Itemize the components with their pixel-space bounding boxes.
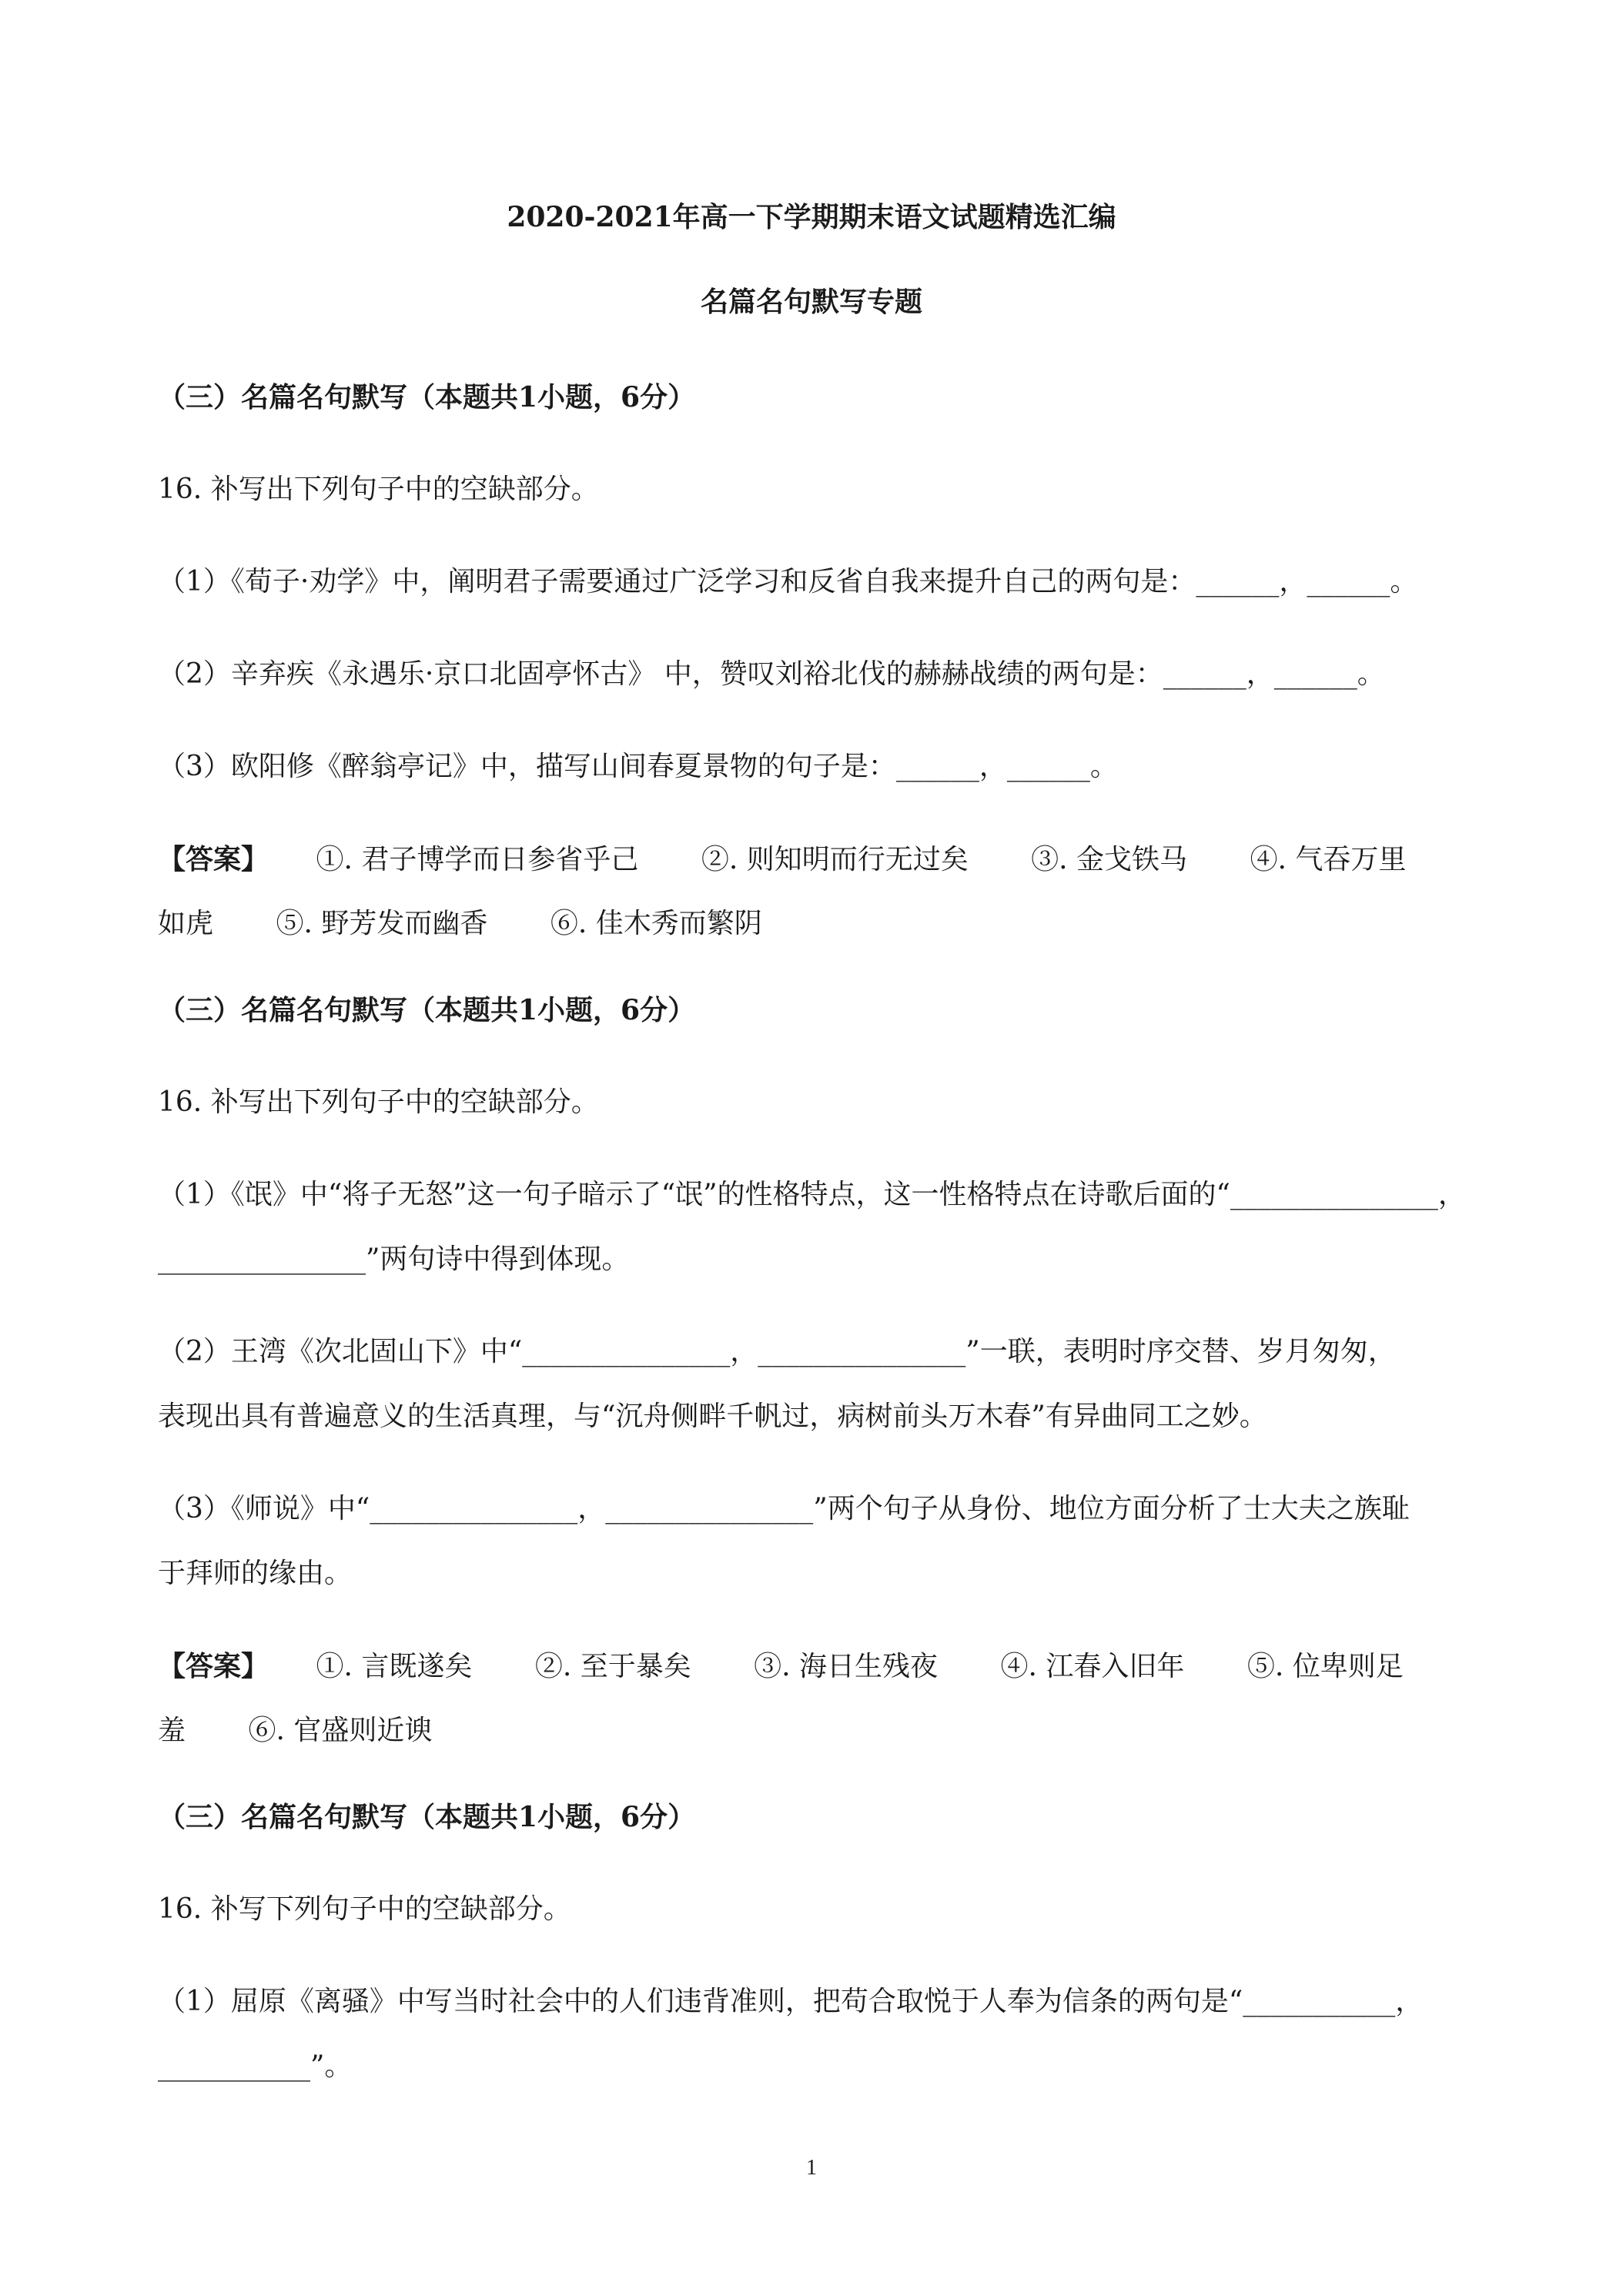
section-3-question: 16. 补写下列句子中的空缺部分。	[158, 1893, 571, 1925]
section-3-item-1-line-2: ___________”。	[158, 2050, 353, 2082]
answer-label: 【答案】	[158, 1650, 269, 1682]
answer-item: ⑥. 佳木秀而繁阴	[550, 908, 762, 939]
answer-item: ④. 江春入旧年	[1000, 1651, 1185, 1682]
section-1-item-2: （2）辛弃疾《永遇乐·京口北固亭怀古》 中，赞叹刘裕北伐的赫赫战绩的两句是：______，______。	[158, 658, 1385, 690]
answer-item: ⑥. 官盛则近谀	[248, 1715, 433, 1746]
answer-label: 【答案】	[158, 843, 269, 875]
answer-item: ⑤. 野芳发而幽香	[276, 908, 488, 939]
section-2-item-2-line-2: 表现出具有普遍意义的生活真理，与“沉舟侧畔千帆过，病树前头万木春”有异曲同工之妙。	[158, 1401, 1267, 1432]
answer-item: ④. 气吞万里	[1250, 844, 1407, 875]
answer-item: ③. 金戈铁马	[1031, 844, 1188, 875]
page-number: 1	[806, 2156, 817, 2180]
answer-item: 如虎	[158, 908, 214, 939]
answer-item: ①. 言既遂矣	[316, 1651, 473, 1682]
section-1-heading: （三）名篇名句默写（本题共1小题，6分）	[158, 381, 696, 413]
section-2-item-1-line-2: _______________”两句诗中得到体现。	[158, 1243, 630, 1275]
section-2-item-2-line-1: （2）王湾《次北固山下》中“_______________，_______________”一联，表明时序交替、岁月匆匆，	[158, 1336, 1396, 1367]
section-2-heading: （三）名篇名句默写（本题共1小题，6分）	[158, 994, 696, 1026]
answer-item: ②. 至于暴矣	[534, 1651, 691, 1682]
section-3-heading: （三）名篇名句默写（本题共1小题，6分）	[158, 1801, 696, 1833]
section-1-item-3: （3）欧阳修《醉翁亭记》中，描写山间春夏景物的句子是：______，______。	[158, 751, 1118, 782]
section-2-item-1-line-1: （1）《氓》中“将子无怒”这一句子暗示了“氓”的性格特点，这一性格特点在诗歌后面的“_______________，	[158, 1179, 1466, 1210]
answer-item: 羞	[158, 1715, 186, 1746]
section-1-answer-line-2	[158, 905, 1467, 942]
answer-item: ②. 则知明而行无过矣	[701, 844, 969, 875]
section-3-item-1-line-1: （1）屈原《离骚》中写当时社会中的人们违背准则，把苟合取悦于人奉为信条的两句是“___________，	[158, 1986, 1424, 2017]
section-2-question: 16. 补写出下列句子中的空缺部分。	[158, 1086, 599, 1118]
section-1-item-1: （1）《荀子·劝学》中，阐明君子需要通过广泛学习和反省自我来提升自己的两句是：______，______。	[158, 566, 1418, 597]
section-2-item-3-line-2: 于拜师的缘由。	[158, 1558, 353, 1589]
section-1-question: 16. 补写出下列句子中的空缺部分。	[158, 474, 599, 505]
answer-item: ⑤. 位卑则足	[1247, 1651, 1404, 1682]
answer-item: ①. 君子博学而日参省乎己	[316, 844, 639, 875]
section-2-answer-line-2	[158, 1712, 1467, 1749]
document-title: 2020-2021年高一下学期期末语文试题精选汇编	[507, 201, 1116, 233]
section-2-answer-line-1	[158, 1648, 1467, 1685]
section-1-answer-line-1	[158, 841, 1467, 879]
document-subtitle: 名篇名句默写专题	[700, 286, 922, 318]
answer-item: ③. 海日生残夜	[754, 1651, 939, 1682]
section-2-item-3-line-1: （3）《师说》中“_______________，_______________”两个句子从身份、地位方面分析了士大夫之族耻	[158, 1493, 1410, 1525]
